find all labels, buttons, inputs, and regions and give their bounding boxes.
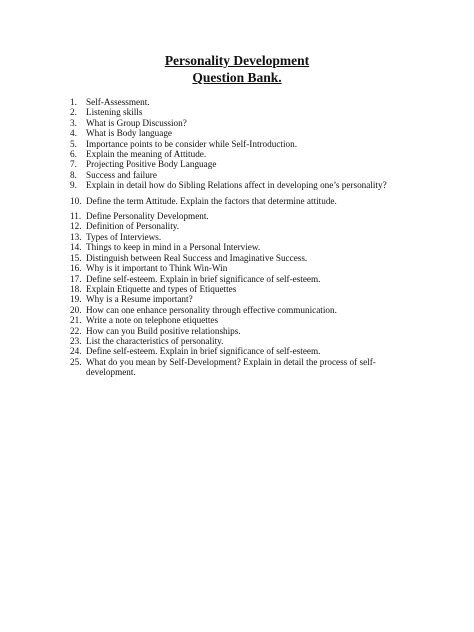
item-text: What is Group Discussion? — [86, 117, 187, 128]
item-text: Success and failure — [86, 169, 157, 180]
item-number: 4. — [70, 128, 77, 139]
list-item — [70, 346, 410, 356]
list-item — [70, 315, 410, 325]
item-number: 17. — [70, 273, 82, 284]
list-item — [70, 211, 410, 221]
item-text: Definition of Personality. — [86, 221, 180, 232]
item-number: 5. — [70, 138, 77, 149]
item-text: What is Body language — [86, 128, 172, 139]
item-text: What do you mean by Self-Development? Explain in detail the process of self-development. — [86, 356, 376, 378]
list-item — [70, 336, 410, 346]
list-item — [70, 149, 410, 159]
item-text: Explain the meaning of Attitude. — [86, 149, 207, 160]
item-text: Things to keep in mind in a Personal Interview. — [86, 242, 261, 253]
item-text: Distinguish between Real Success and Imaginative Success. — [86, 252, 308, 263]
item-number: 7. — [70, 159, 77, 170]
item-number: 15. — [70, 252, 82, 263]
item-number: 23. — [70, 335, 82, 346]
item-number: 25. — [70, 356, 82, 367]
list-item — [70, 170, 410, 180]
item-number: 11. — [70, 211, 82, 222]
item-number: 6. — [70, 149, 77, 160]
list-item — [70, 326, 410, 336]
list-item — [70, 253, 410, 263]
question-list — [70, 97, 410, 378]
item-text: Explain Etiquette and types of Etiquettes — [86, 283, 237, 294]
item-number: 1. — [70, 97, 77, 107]
list-item — [70, 357, 410, 378]
item-number: 24. — [70, 346, 82, 357]
item-number: 19. — [70, 294, 82, 305]
list-item — [70, 139, 410, 149]
document-subtitle: Question Bank. — [192, 70, 282, 85]
item-text: Importance points to be consider while Self-Introduction. — [86, 138, 298, 149]
list-item — [70, 294, 410, 304]
item-text: How can you Build positive relationships. — [86, 325, 241, 336]
item-number: 21. — [70, 315, 82, 326]
list-item — [70, 305, 410, 315]
item-number: 8. — [70, 169, 77, 180]
item-text: Types of Interviews. — [86, 231, 162, 242]
list-item — [70, 284, 410, 294]
item-number: 2. — [70, 107, 77, 118]
list-item — [70, 221, 410, 231]
item-number: 16. — [70, 263, 82, 274]
list-item — [70, 242, 410, 252]
item-text: How can one enhance personality through effective communication. — [86, 304, 337, 315]
item-number: 3. — [70, 117, 77, 128]
list-item — [70, 232, 410, 242]
item-number: 22. — [70, 325, 82, 336]
item-text: Listening skills — [86, 107, 143, 118]
item-number: 18. — [70, 283, 82, 294]
item-number: 20. — [70, 304, 82, 315]
item-number: 9. — [70, 180, 77, 191]
list-item — [70, 159, 410, 169]
item-text: Explain in detail how do Sibling Relations affect in developing one’s personality? — [86, 180, 387, 191]
item-number: 14. — [70, 242, 82, 253]
item-text: List the characteristics of personality. — [86, 335, 224, 346]
title-block — [0, 52, 474, 86]
list-item — [70, 180, 410, 190]
item-text: Define self-esteem. Explain in brief significance of self-esteem. — [86, 346, 321, 357]
document-title: Personality Development — [164, 53, 310, 68]
item-text: Define the term Attitude. Explain the factors that determine attitude. — [86, 195, 337, 206]
list-item — [70, 274, 410, 284]
item-text: Why is a Resume important? — [86, 294, 193, 305]
item-number: 12. — [70, 221, 82, 232]
list-item — [70, 196, 410, 206]
item-number: 13. — [70, 231, 82, 242]
item-text: Why is it important to Think Win-Win — [86, 263, 228, 274]
item-text: Write a note on telephone etiquettes — [86, 315, 219, 326]
item-text: Define self-esteem. Explain in brief significance of self-esteem. — [86, 273, 321, 284]
list-item — [70, 118, 410, 128]
list-item — [70, 263, 410, 273]
list-item — [70, 97, 410, 107]
list-item — [70, 128, 410, 138]
item-text: Self-Assessment. — [86, 97, 150, 107]
item-text: Define Personality Development. — [86, 211, 209, 222]
list-item — [70, 107, 410, 117]
item-number: 10. — [70, 195, 82, 206]
item-text: Projecting Positive Body Language — [86, 159, 217, 170]
